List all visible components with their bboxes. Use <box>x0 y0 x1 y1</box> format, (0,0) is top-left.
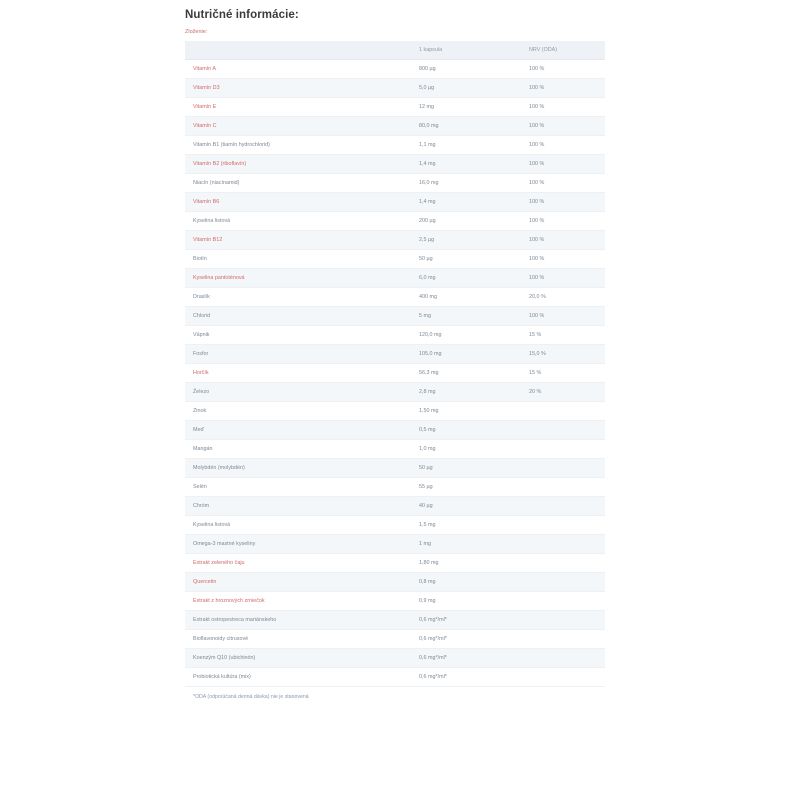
cell-nrv: 20,0 % <box>521 288 605 307</box>
page-title: Nutričné informácie: <box>185 9 299 21</box>
cell-nrv <box>521 592 605 611</box>
cell-amount: 120,0 mg <box>411 326 521 345</box>
cell-amount: 1,5 mg <box>411 516 521 535</box>
cell-nutrient: Quercetin <box>185 573 411 592</box>
table-row <box>185 668 605 687</box>
column-header-amount: 1 kapsula <box>411 41 521 60</box>
cell-nutrient: Chlorid <box>185 307 411 326</box>
cell-amount: 40 µg <box>411 497 521 516</box>
table-row <box>185 383 605 402</box>
cell-nrv <box>521 535 605 554</box>
cell-amount: 6,0 mg <box>411 269 521 288</box>
cell-nrv: 100 % <box>521 250 605 269</box>
cell-nrv <box>521 573 605 592</box>
cell-amount: 1,0 mg <box>411 440 521 459</box>
cell-nrv: 15 % <box>521 364 605 383</box>
column-header-nutrient <box>185 41 411 60</box>
cell-amount: 80,0 mg <box>411 117 521 136</box>
table-row <box>185 307 605 326</box>
cell-amount: 5,0 µg <box>411 79 521 98</box>
cell-amount: 50 µg <box>411 459 521 478</box>
table-row <box>185 440 605 459</box>
table-footnote: *ODA (odporúčaná denná dávka) nie je stanovená <box>193 694 309 700</box>
table-row <box>185 516 605 535</box>
cell-nrv: 100 % <box>521 60 605 79</box>
cell-amount: 1,1 mg <box>411 136 521 155</box>
table-row <box>185 364 605 383</box>
nutrition-table <box>185 41 605 687</box>
cell-amount: 1,50 mg <box>411 402 521 421</box>
table-row <box>185 60 605 79</box>
cell-amount: 2,8 mg <box>411 383 521 402</box>
cell-nutrient: Meď <box>185 421 411 440</box>
composition-label: Zloženie: <box>185 29 208 35</box>
cell-nutrient: Vitamín B12 <box>185 231 411 250</box>
nutrition-document <box>185 0 605 701</box>
cell-nrv: 100 % <box>521 307 605 326</box>
cell-nrv: 100 % <box>521 193 605 212</box>
cell-nrv <box>521 478 605 497</box>
cell-nrv: 100 % <box>521 174 605 193</box>
cell-nutrient: Vitamín E <box>185 98 411 117</box>
cell-nrv <box>521 649 605 668</box>
cell-amount: 50 µg <box>411 250 521 269</box>
cell-nutrient: Vápnik <box>185 326 411 345</box>
cell-amount: 16,0 mg <box>411 174 521 193</box>
cell-nrv <box>521 421 605 440</box>
cell-nutrient: Probiotická kultúra (mix) <box>185 668 411 687</box>
cell-nrv: 15,0 % <box>521 345 605 364</box>
cell-nrv: 100 % <box>521 79 605 98</box>
cell-nrv: 20 % <box>521 383 605 402</box>
cell-nrv <box>521 668 605 687</box>
cell-amount: 0,6 mg*/ml* <box>411 611 521 630</box>
cell-nrv: 100 % <box>521 136 605 155</box>
cell-amount: 2,5 µg <box>411 231 521 250</box>
cell-nutrient: Omega-3 mastné kyseliny <box>185 535 411 554</box>
table-row <box>185 554 605 573</box>
cell-amount: 0,5 mg <box>411 421 521 440</box>
cell-nutrient: Vitamín B2 (riboflavín) <box>185 155 411 174</box>
cell-nutrient: Bioflavonoidy citrusové <box>185 630 411 649</box>
table-row <box>185 117 605 136</box>
table-row <box>185 193 605 212</box>
cell-nutrient: Kyselina listová <box>185 212 411 231</box>
cell-amount: 800 µg <box>411 60 521 79</box>
cell-nrv <box>521 611 605 630</box>
cell-nrv <box>521 459 605 478</box>
cell-nutrient: Mangán <box>185 440 411 459</box>
table-row <box>185 79 605 98</box>
table-row <box>185 250 605 269</box>
cell-nutrient: Molybdén (molybdén) <box>185 459 411 478</box>
cell-nrv <box>521 440 605 459</box>
table-row <box>185 288 605 307</box>
cell-amount: 200 µg <box>411 212 521 231</box>
table-header <box>185 41 605 60</box>
cell-amount: 1 mg <box>411 535 521 554</box>
table-row <box>185 459 605 478</box>
cell-nrv: 100 % <box>521 212 605 231</box>
column-header-nrv: NRV (ODA) <box>521 41 605 60</box>
cell-nutrient: Biotín <box>185 250 411 269</box>
table-row <box>185 98 605 117</box>
cell-amount: 1,4 mg <box>411 155 521 174</box>
cell-nutrient: Zinok <box>185 402 411 421</box>
table-row <box>185 535 605 554</box>
cell-amount: 56,3 mg <box>411 364 521 383</box>
cell-nutrient: Železo <box>185 383 411 402</box>
table-row <box>185 231 605 250</box>
table-row <box>185 497 605 516</box>
table-row <box>185 174 605 193</box>
cell-nutrient: Vitamín B6 <box>185 193 411 212</box>
table-row <box>185 573 605 592</box>
table-row <box>185 611 605 630</box>
table-row <box>185 630 605 649</box>
cell-amount: 0,6 mg*/ml* <box>411 668 521 687</box>
table-row <box>185 269 605 288</box>
cell-nrv <box>521 516 605 535</box>
cell-nrv <box>521 497 605 516</box>
table-row <box>185 421 605 440</box>
cell-nrv: 100 % <box>521 117 605 136</box>
cell-amount: 0,8 mg <box>411 573 521 592</box>
cell-nutrient: Kyselina listová <box>185 516 411 535</box>
cell-nutrient: Vitamín C <box>185 117 411 136</box>
cell-nutrient: Selén <box>185 478 411 497</box>
cell-amount: 5 mg <box>411 307 521 326</box>
table-body <box>185 60 605 687</box>
table-row <box>185 345 605 364</box>
cell-nutrient: Extrakt ostropestreca mariánskeho <box>185 611 411 630</box>
cell-nutrient: Kyselina pantoténová <box>185 269 411 288</box>
cell-amount: 0,6 mg*/ml* <box>411 649 521 668</box>
cell-amount: 1,4 mg <box>411 193 521 212</box>
cell-nrv: 100 % <box>521 269 605 288</box>
cell-nrv <box>521 402 605 421</box>
cell-nrv <box>521 554 605 573</box>
cell-nrv: 15 % <box>521 326 605 345</box>
cell-nrv <box>521 630 605 649</box>
cell-nutrient: Koenzým Q10 (ubichinón) <box>185 649 411 668</box>
table-row <box>185 592 605 611</box>
cell-amount: 12 mg <box>411 98 521 117</box>
cell-amount: 1,80 mg <box>411 554 521 573</box>
table-row <box>185 212 605 231</box>
table-row <box>185 155 605 174</box>
cell-nutrient: Niacín (niacínamid) <box>185 174 411 193</box>
cell-nutrient: Chróm <box>185 497 411 516</box>
cell-nutrient: Vitamín A <box>185 60 411 79</box>
cell-nutrient: Extrakt zeleného čaju <box>185 554 411 573</box>
cell-amount: 105,0 mg <box>411 345 521 364</box>
table-row <box>185 478 605 497</box>
cell-nutrient: Fosfor <box>185 345 411 364</box>
cell-amount: 55 µg <box>411 478 521 497</box>
table-row <box>185 326 605 345</box>
cell-nutrient: Extrakt z hroznových zrniečok <box>185 592 411 611</box>
cell-nutrient: Vitamín D3 <box>185 79 411 98</box>
table-header-row <box>185 41 605 60</box>
cell-nrv: 100 % <box>521 231 605 250</box>
table-row <box>185 136 605 155</box>
cell-nrv: 100 % <box>521 155 605 174</box>
table-row <box>185 402 605 421</box>
cell-nrv: 100 % <box>521 98 605 117</box>
cell-nutrient: Horčík <box>185 364 411 383</box>
cell-nutrient: Vitamín B1 (tiamín hydrochlorid) <box>185 136 411 155</box>
cell-amount: 400 mg <box>411 288 521 307</box>
cell-amount: 0,9 mg <box>411 592 521 611</box>
cell-nutrient: Draslík <box>185 288 411 307</box>
table-row <box>185 649 605 668</box>
cell-amount: 0,6 mg*/ml* <box>411 630 521 649</box>
